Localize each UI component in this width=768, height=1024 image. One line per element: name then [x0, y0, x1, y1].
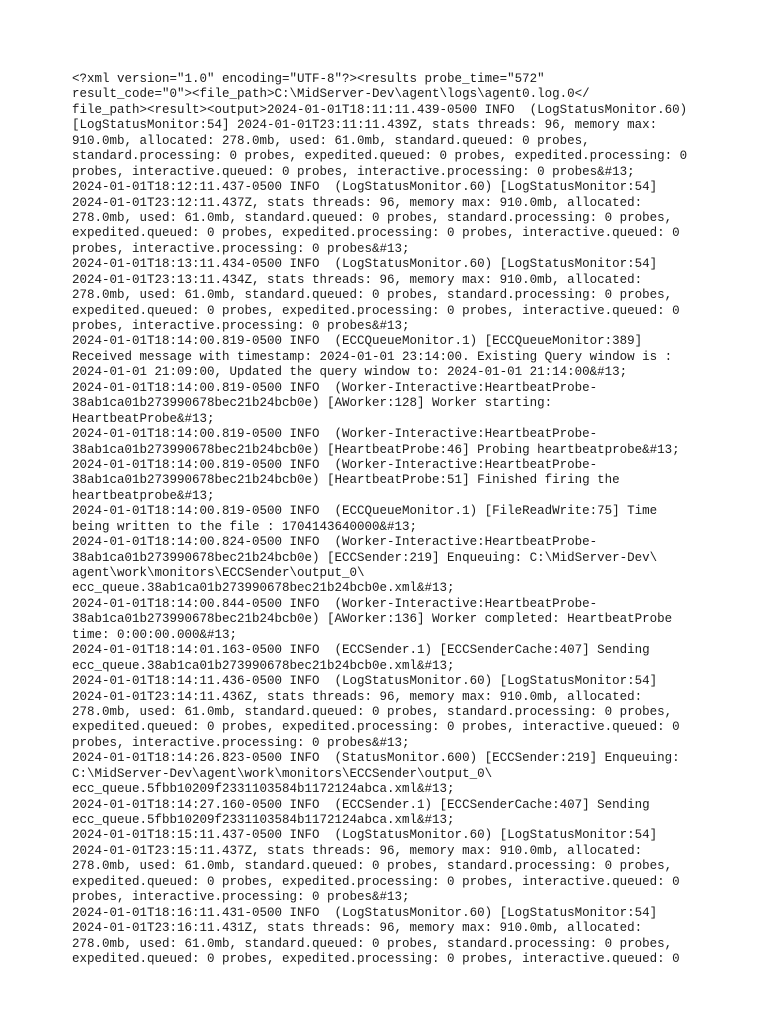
log-line: probes, interactive.processing: 0 probes&#13; — [72, 241, 410, 256]
log-line: HeartbeatProbe&#13; — [72, 411, 215, 426]
log-line: 278.0mb, used: 61.0mb, standard.queued: 0 probes, standard.processing: 0 probes, — [72, 210, 673, 225]
log-line: 278.0mb, used: 61.0mb, standard.queued: 0 probes, standard.processing: 0 probes, — [72, 859, 673, 874]
log-line: 2024-01-01T18:14:00.819-0500 INFO (Worker-Interactive:HeartbeatProbe- — [72, 380, 598, 395]
log-line: 2024-01-01T18:14:00.844-0500 INFO (Worker-Interactive:HeartbeatProbe- — [72, 596, 598, 611]
log-line: 2024-01-01T18:14:26.823-0500 INFO (StatusMonitor.600) [ECCSender:219] Enqueuing: — [72, 751, 680, 766]
log-line: <?xml version="1.0" encoding="UTF-8"?><results probe_time="572" — [72, 72, 545, 86]
log-line: 2024-01-01T23:12:11.437Z, stats threads: 96, memory max: 910.0mb, allocated: — [72, 195, 643, 210]
log-line: 38ab1ca01b273990678bec21b24bcb0e) [HeartbeatProbe:46] Probing heartbeatprobe&#13; — [72, 442, 680, 457]
log-line: 2024-01-01T18:13:11.434-0500 INFO (LogStatusMonitor.60) [LogStatusMonitor:54] — [72, 257, 658, 272]
log-line: 2024-01-01T18:15:11.437-0500 INFO (LogStatusMonitor.60) [LogStatusMonitor:54] — [72, 828, 658, 843]
log-line: 2024-01-01T23:16:11.431Z, stats threads: 96, memory max: 910.0mb, allocated: — [72, 921, 643, 936]
log-line: expedited.queued: 0 probes, expedited.processing: 0 probes, interactive.queued: 0 — [72, 874, 680, 889]
log-line: heartbeatprobe&#13; — [72, 488, 215, 503]
log-line: ecc_queue.5fbb10209f2331103584b1172124abca.xml&#13; — [72, 813, 455, 827]
log-line: 278.0mb, used: 61.0mb, standard.queued: 0 probes, standard.processing: 0 probes, — [72, 936, 673, 951]
log-line: 278.0mb, used: 61.0mb, standard.queued: 0 probes, standard.processing: 0 probes, — [72, 288, 673, 303]
log-line: 2024-01-01T18:14:00.819-0500 INFO (Worker-Interactive:HeartbeatProbe- — [72, 427, 598, 442]
log-line: being written to the file : 1704143640000&#13; — [72, 519, 418, 534]
log-document — [72, 72, 712, 967]
log-line: probes, interactive.processing: 0 probes&#13; — [72, 890, 410, 905]
log-line: C:\MidServer-Dev\agent\work\monitors\ECCSender\output_0\ — [72, 766, 493, 781]
log-line: 38ab1ca01b273990678bec21b24bcb0e) [AWorker:128] Worker starting: — [72, 396, 553, 411]
log-line: agent\work\monitors\ECCSender\output_0\ — [72, 566, 365, 580]
log-line: 2024-01-01T18:14:00.819-0500 INFO (ECCQueueMonitor.1) [FileReadWrite:75] Time — [72, 504, 658, 519]
log-line: 2024-01-01T18:14:00.819-0500 INFO (Worker-Interactive:HeartbeatProbe- — [72, 457, 598, 472]
log-line: expedited.queued: 0 probes, expedited.processing: 0 probes, interactive.queued: 0 — [72, 226, 680, 241]
log-line: 2024-01-01T23:13:11.434Z, stats threads: 96, memory max: 910.0mb, allocated: — [72, 272, 643, 287]
log-line: time: 0:00:00.000&#13; — [72, 627, 238, 642]
log-line: 38ab1ca01b273990678bec21b24bcb0e) [HeartbeatProbe:51] Finished firing the — [72, 473, 620, 488]
log-line: result_code="0"><file_path>C:\MidServer-Dev\agent\logs\agent0.log.0</ — [72, 87, 590, 102]
log-line: standard.processing: 0 probes, expedited.queued: 0 probes, expedited.processing: 0 — [72, 149, 688, 164]
log-line: expedited.queued: 0 probes, expedited.processing: 0 probes, interactive.queued: 0 — [72, 951, 680, 966]
log-line: ecc_queue.38ab1ca01b273990678bec21b24bcb0e.xml&#13; — [72, 581, 455, 596]
log-line: 2024-01-01T18:12:11.437-0500 INFO (LogStatusMonitor.60) [LogStatusMonitor:54] — [72, 180, 658, 195]
log-line: 2024-01-01T18:14:01.163-0500 INFO (ECCSender.1) [ECCSenderCache:407] Sending — [72, 643, 650, 658]
log-line: ecc_queue.38ab1ca01b273990678bec21b24bcb0e.xml&#13; — [72, 658, 455, 673]
log-line: expedited.queued: 0 probes, expedited.processing: 0 probes, interactive.queued: 0 — [72, 303, 680, 318]
log-line: 2024-01-01T23:14:11.436Z, stats threads: 96, memory max: 910.0mb, allocated: — [72, 689, 643, 704]
log-line: 278.0mb, used: 61.0mb, standard.queued: 0 probes, standard.processing: 0 probes, — [72, 704, 673, 719]
log-line: probes, interactive.queued: 0 probes, interactive.processing: 0 probes&#13; — [72, 164, 635, 179]
log-line: 2024-01-01T18:14:00.819-0500 INFO (ECCQueueMonitor.1) [ECCQueueMonitor:389] — [72, 334, 643, 349]
log-line: 2024-01-01T18:14:00.824-0500 INFO (Worker-Interactive:HeartbeatProbe- — [72, 535, 598, 550]
log-line: 2024-01-01T23:15:11.437Z, stats threads: 96, memory max: 910.0mb, allocated: — [72, 843, 643, 858]
log-line: 38ab1ca01b273990678bec21b24bcb0e) [AWorker:136] Worker completed: HeartbeatProbe — [72, 612, 673, 627]
log-line: probes, interactive.processing: 0 probes&#13; — [72, 735, 410, 750]
log-line: 910.0mb, allocated: 278.0mb, used: 61.0mb, standard.queued: 0 probes, — [72, 133, 590, 148]
log-line: 2024-01-01T18:14:11.436-0500 INFO (LogStatusMonitor.60) [LogStatusMonitor:54] — [72, 674, 658, 689]
log-line: expedited.queued: 0 probes, expedited.processing: 0 probes, interactive.queued: 0 — [72, 720, 680, 735]
log-line: 2024-01-01T18:16:11.431-0500 INFO (LogStatusMonitor.60) [LogStatusMonitor:54] — [72, 905, 658, 920]
log-line: 2024-01-01T18:14:27.160-0500 INFO (ECCSender.1) [ECCSenderCache:407] Sending — [72, 797, 650, 812]
log-line: ecc_queue.5fbb10209f2331103584b1172124abca.xml&#13; — [72, 782, 455, 797]
log-line: [LogStatusMonitor:54] 2024-01-01T23:11:11.439Z, stats threads: 96, memory max: — [72, 118, 658, 133]
log-line: file_path><result><output>2024-01-01T18:11:11.439-0500 INFO (LogStatusMonitor.60) — [72, 102, 688, 117]
log-line: 38ab1ca01b273990678bec21b24bcb0e) [ECCSender:219] Enqueuing: C:\MidServer-Dev\ — [72, 550, 658, 565]
log-line: 2024-01-01 21:09:00, Updated the query window to: 2024-01-01 21:14:00&#13; — [72, 365, 628, 380]
log-line: probes, interactive.processing: 0 probes&#13; — [72, 319, 410, 333]
log-line: Received message with timestamp: 2024-01-01 23:14:00. Existing Query window is : — [72, 349, 673, 364]
